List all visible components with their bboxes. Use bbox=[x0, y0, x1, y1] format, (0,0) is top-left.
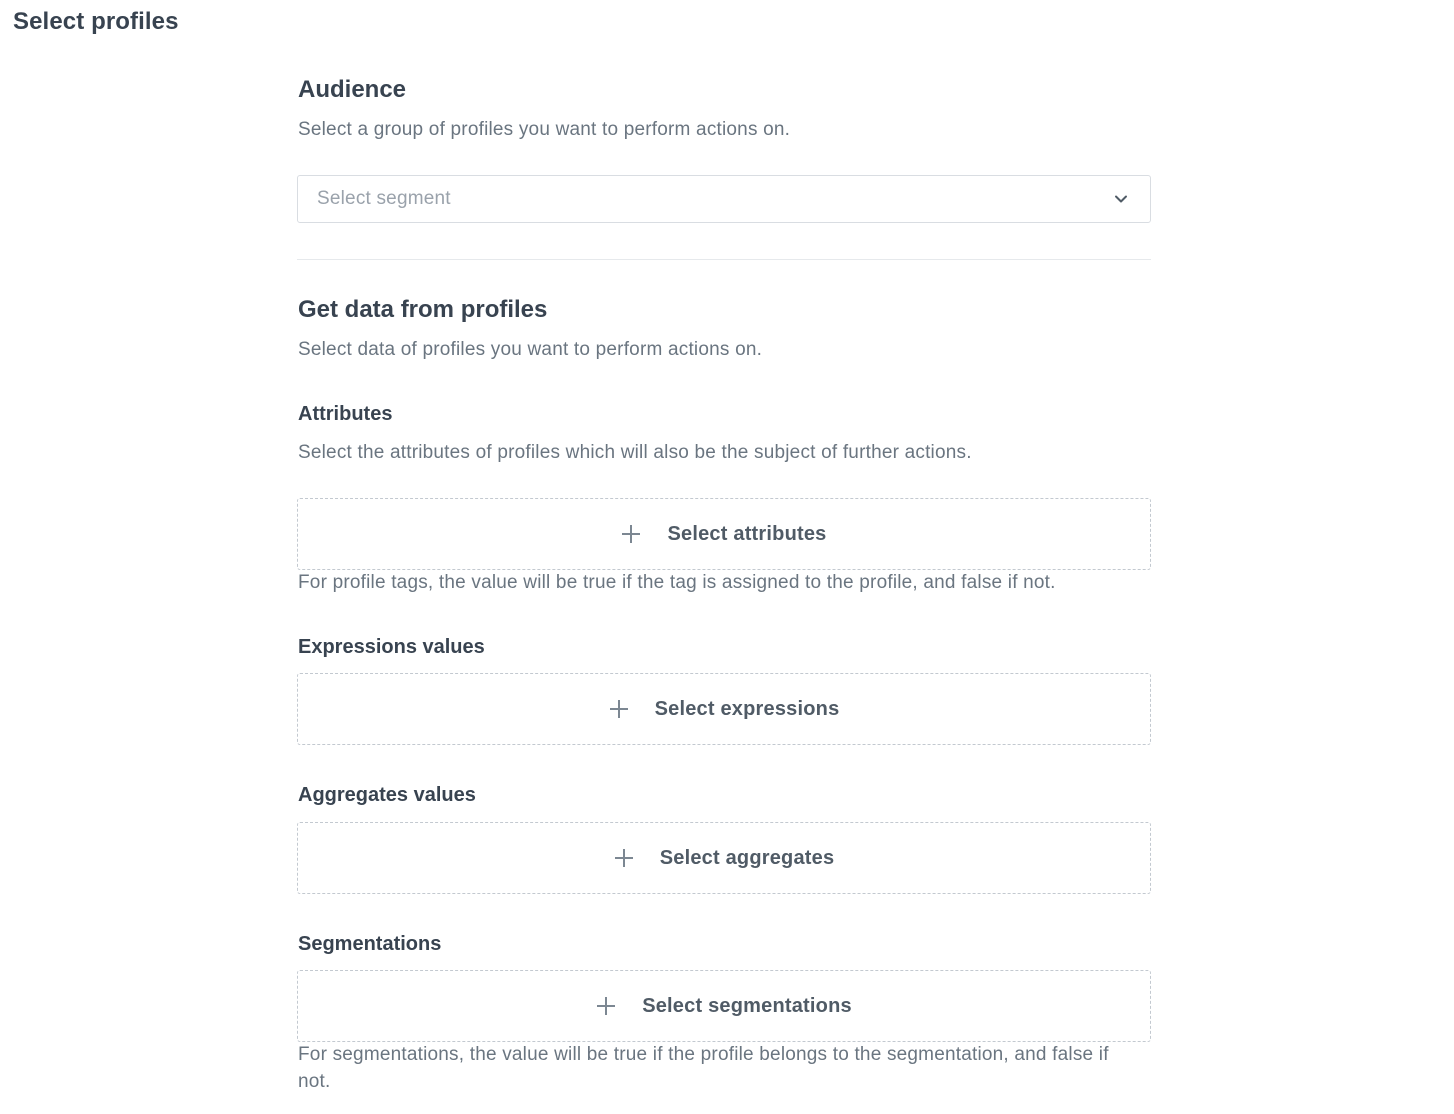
expressions-title: Expressions values bbox=[298, 636, 485, 658]
select-expressions-button[interactable] bbox=[297, 673, 1151, 745]
select-attributes-button[interactable] bbox=[297, 498, 1151, 570]
plus-icon bbox=[609, 699, 629, 719]
plus-icon bbox=[614, 848, 634, 868]
section-divider bbox=[297, 259, 1151, 260]
audience-title: Audience bbox=[298, 76, 407, 103]
select-aggregates-button[interactable] bbox=[297, 822, 1151, 894]
data-section-description: Select data of profiles you want to perform actions on. bbox=[298, 339, 763, 360]
attributes-hint: For profile tags, the value will be true if the tag is assigned to the profile, and false if not. bbox=[298, 572, 1056, 593]
segment-select[interactable] bbox=[297, 175, 1151, 223]
select-attributes-label: Select attributes bbox=[667, 522, 827, 545]
select-segmentations-label: Select segmentations bbox=[642, 994, 852, 1017]
select-segmentations-button[interactable] bbox=[297, 970, 1151, 1042]
plus-icon bbox=[621, 524, 641, 544]
segmentations-title: Segmentations bbox=[298, 933, 442, 955]
attributes-description: Select the attributes of profiles which will also be the subject of further actions. bbox=[298, 442, 972, 463]
select-expressions-label: Select expressions bbox=[654, 697, 840, 720]
attributes-title: Attributes bbox=[298, 403, 393, 425]
aggregates-title: Aggregates values bbox=[298, 784, 476, 806]
page-title: Select profiles bbox=[13, 8, 179, 35]
segmentations-hint: For segmentations, the value will be true if the profile belongs to the segmentation, and false if not. bbox=[298, 1044, 1109, 1092]
audience-description: Select a group of profiles you want to perform actions on. bbox=[298, 119, 791, 140]
chevron-down-icon bbox=[1114, 193, 1128, 205]
plus-icon bbox=[596, 996, 616, 1016]
segment-select-placeholder: Select segment bbox=[317, 188, 451, 209]
select-aggregates-label: Select aggregates bbox=[659, 846, 835, 869]
data-section-title: Get data from profiles bbox=[298, 296, 548, 323]
